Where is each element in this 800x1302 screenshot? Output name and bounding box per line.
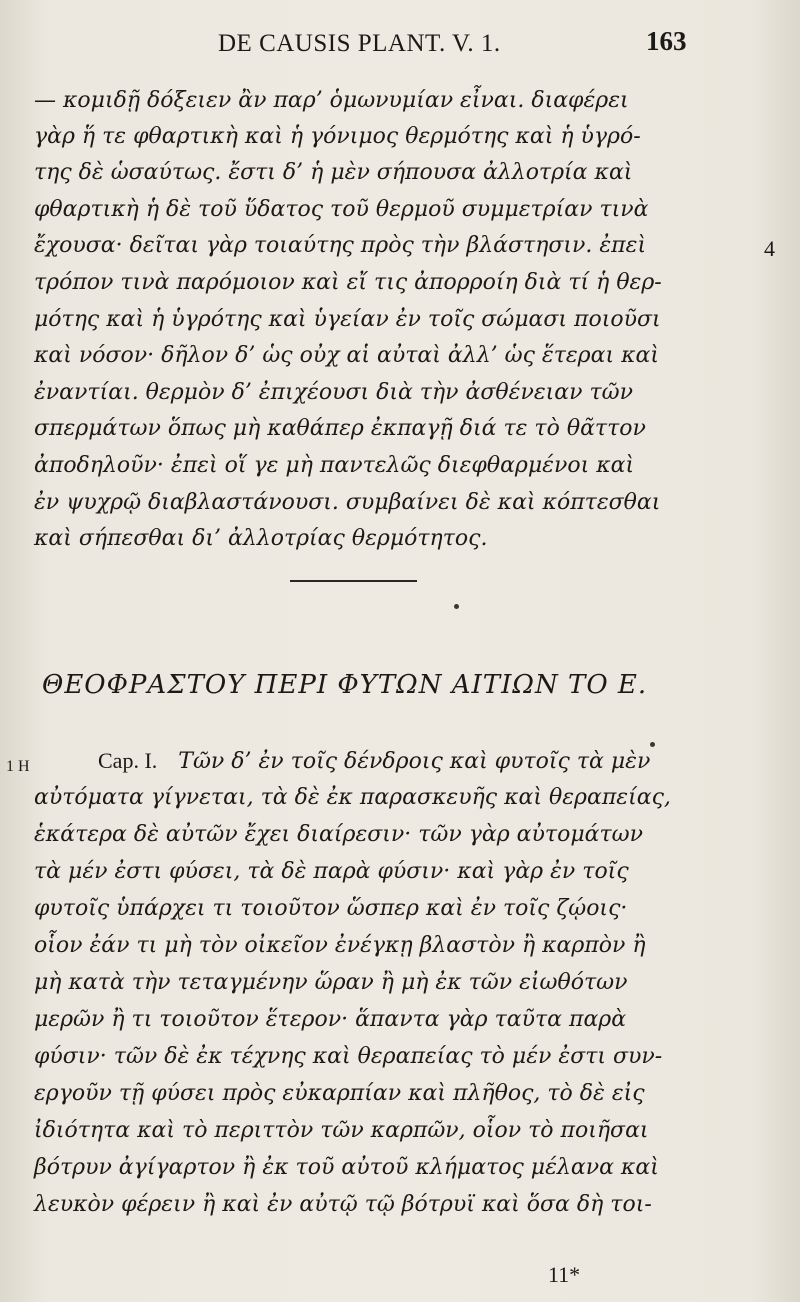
text-line: ἰδιότητα καὶ τὸ περιττὸν τῶν καρπῶν, οἷον τὸ ποιῆσαι (34, 1118, 649, 1143)
text-line: μὴ κατὰ τὴν τεταγμένην ὥραν ἢ μὴ ἐκ τῶν εἰωθότων (34, 970, 628, 995)
text-line: μότης καὶ ἡ ὑγρότης καὶ ὑγείαν ἐν τοῖς σώμασι ποιοῦσι (34, 307, 661, 332)
text-line (98, 748, 650, 788)
text-line: βότρυν ἀγίγαρτον ἢ ἐκ τοῦ αὐτοῦ κλήματος μέλανα καὶ (34, 1155, 659, 1180)
running-title: DE CAUSIS PLANT. V. 1. (218, 30, 501, 57)
ink-speck (650, 742, 655, 747)
text-line: — κομιδῇ δόξειεν ἂν παρ’ ὁμωνυμίαν εἶναι. διαφέρει (34, 88, 629, 113)
text-line: οἷον ἐάν τι μὴ τὸν οἰκεῖον ἐνέγκῃ βλαστὸν ἢ καρπὸν ἢ (34, 933, 646, 958)
chapter-label: Cap. I. (98, 748, 158, 773)
text-line: ἐν ψυχρῷ διαβλαστάνουσι. συμβαίνει δὲ καὶ κόπτεσθαι (34, 490, 661, 515)
section-divider (290, 580, 417, 582)
chapter-opening: Τῶν δ’ ἐν τοῖς δένδροις καὶ φυτοῖς τὰ μὲν (178, 749, 651, 774)
text-line: φθαρτικὴ ἡ δὲ τοῦ ὕδατος τοῦ θερμοῦ συμμετρίαν τινὰ (34, 197, 649, 222)
ink-speck (454, 604, 459, 609)
text-line: σπερμάτων ὅπως μὴ καθάπερ ἐκπαγῇ διά τε τὸ θᾶττον (34, 416, 646, 441)
text-line: φύσιν· τῶν δὲ ἐκ τέχνης καὶ θεραπείας τὸ μέν ἐστι συν- (34, 1044, 663, 1069)
text-line: ἐναντίαι. θερμὸν δ’ ἐπιχέουσι διὰ τὴν ἀσθένειαν τῶν (34, 380, 633, 405)
margin-number: 4 (764, 236, 775, 261)
text-line: ἔχουσα· δεῖται γὰρ τοιαύτης πρὸς τὴν βλάστησιν. ἐπεὶ (34, 233, 647, 258)
text-line: γὰρ ἥ τε φθαρτικὴ καὶ ἡ γόνιμος θερμότης καὶ ἡ ὑγρό- (34, 124, 641, 149)
margin-section-marker: 1 H (6, 758, 30, 775)
signature-mark: 11* (548, 1262, 581, 1287)
text-line: τρόπον τινὰ παρόμοιον καὶ εἴ τις ἀπορροίη διὰ τί ἡ θερ- (34, 270, 662, 295)
text-line: ἑκάτερα δὲ αὐτῶν ἔχει διαίρεσιν· τῶν γὰρ αὐτομάτων (34, 822, 643, 847)
text-line: φυτοῖς ὑπάρχει τι τοιοῦτον ὥσπερ καὶ ἐν τοῖς ζῴοις· (34, 896, 628, 921)
text-line: λευκὸν φέρειν ἢ καὶ ἐν αὐτῷ τῷ βότρυϊ καὶ ὅσα δὴ τοι- (34, 1192, 652, 1217)
text-line: τὰ μέν ἐστι φύσει, τὰ δὲ παρὰ φύσιν· καὶ γὰρ ἐν τοῖς (34, 859, 629, 884)
text-line: καὶ νόσον· δῆλον δ’ ὡς οὐχ αἱ αὐταὶ ἀλλ’ ὡς ἕτεραι καὶ (34, 343, 659, 368)
text-line: καὶ σήπεσθαι δι’ ἀλλοτρίας θερμότητος. (34, 526, 488, 551)
text-line: ἀποδηλοῦν· ἐπεὶ οἵ γε μὴ παντελῶς διεφθαρμένοι καὶ (34, 453, 635, 478)
book-title: ΘΕΟΦΡΑΣΤΟΥ ΠΕΡΙ ΦΥΤΩΝ ΑΙΤΙΩΝ ΤΟ Ε. (42, 670, 648, 700)
text-line: εργοῦν τῇ φύσει πρὸς εὐκαρπίαν καὶ πλῆθος, τὸ δὲ εἰς (34, 1081, 645, 1106)
text-line: αὐτόματα γίγνεται, τὰ δὲ ἐκ παρασκευῆς καὶ θεραπείας, (34, 785, 671, 810)
running-header (0, 26, 800, 62)
text-line: της δὲ ὡσαύτως. ἔστι δ’ ἡ μὲν σήπουσα ἀλλοτρία καὶ (34, 160, 633, 185)
page-number: 163 (646, 26, 687, 56)
text-line: μερῶν ἢ τι τοιοῦτον ἕτερον· ἅπαντα γὰρ ταῦτα παρὰ (34, 1007, 627, 1032)
